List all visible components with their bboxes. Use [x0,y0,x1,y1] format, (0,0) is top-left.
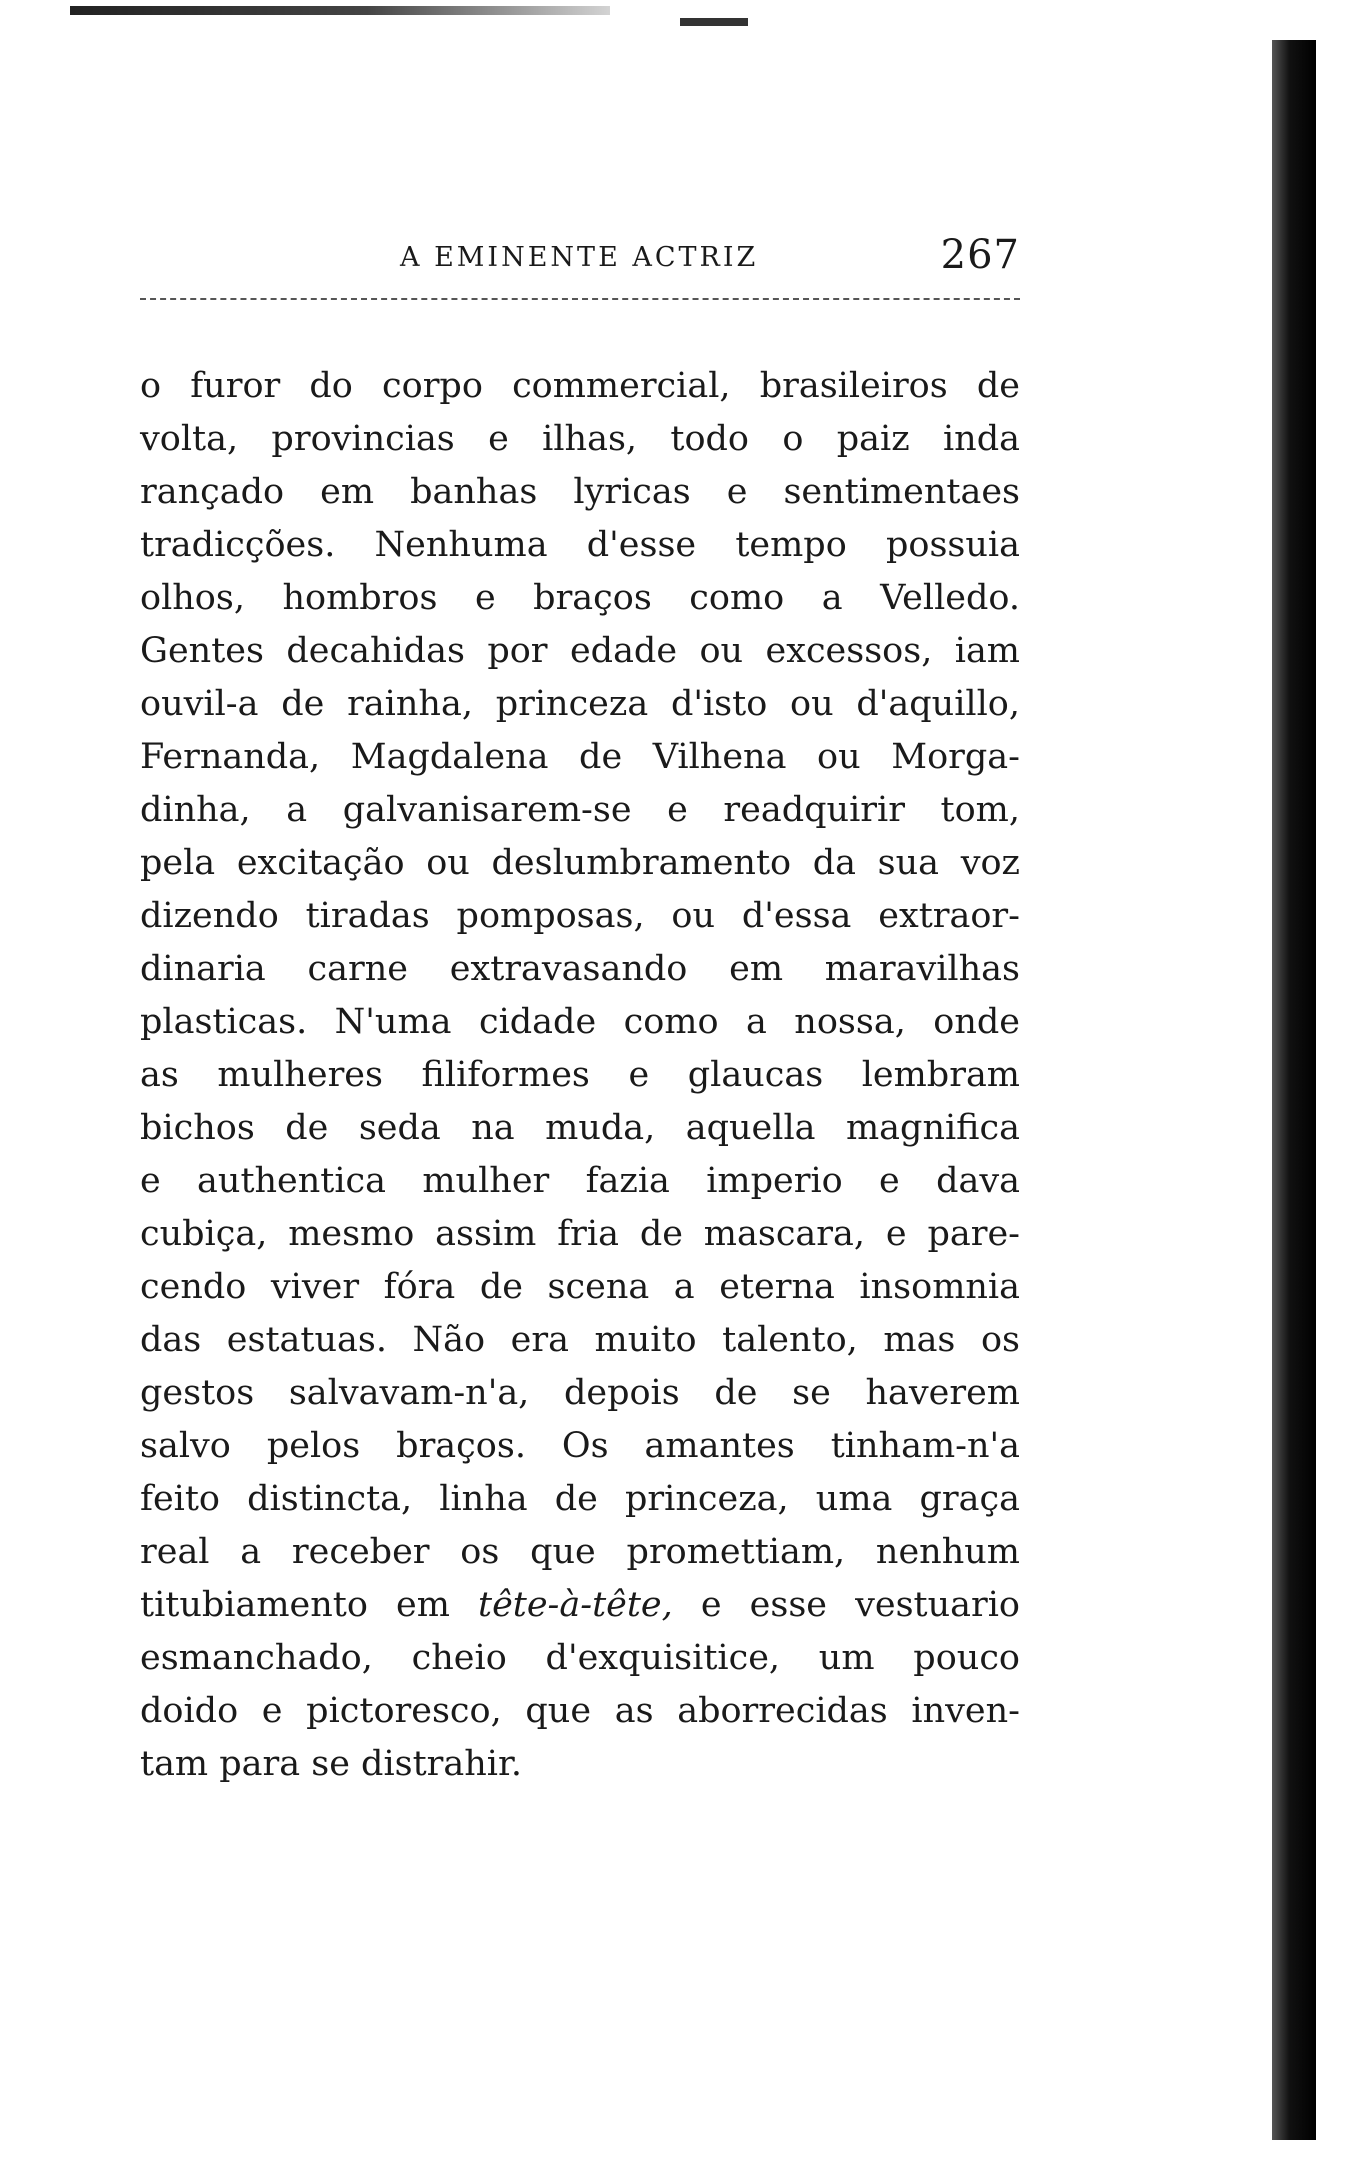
running-title: A EMINENTE ACTRIZ [400,242,759,273]
text-line: real a receber os que promettiam, nenhum [140,1532,1020,1572]
text-line: volta, provincias e ilhas, todo o paiz inda [140,419,1020,459]
text-segment: titubiamento em [140,1585,450,1625]
text-line-with-italic [140,1579,1020,1632]
text-line: Fernanda, Magdalena de Vilhena ou Morga- [140,737,1020,777]
text-line: pela excitação ou deslumbramento da sua voz [140,843,1020,883]
text-line: ouvil-a de rainha, princeza d'isto ou d'aquillo, [140,684,1020,724]
header-rule [140,298,1020,300]
text-segment: e esse vestuario [700,1585,1021,1625]
text-line: feito distincta, linha de princeza, uma graça [140,1479,1020,1519]
text-line: das estatuas. Não era muito talento, mas os [140,1320,1020,1360]
text-line: cubiça, mesmo assim fria de mascara, e pare- [140,1214,1020,1254]
text-line: rançado em banhas lyricas e sentimentaes [140,472,1020,512]
page-number: 267 [940,232,1020,278]
italic-phrase: tête-à-tête, [478,1585,673,1625]
text-line: Gentes decahidas por edade ou excessos, iam [140,631,1020,671]
text-line: o furor do corpo commercial, brasileiros de [140,366,1020,406]
scan-edge-top [70,6,610,15]
text-line: dinaria carne extravasando em maravilhas [140,949,1020,989]
text-line: bichos de seda na muda, aquella magnifica [140,1108,1020,1148]
scan-mark-top [680,18,748,26]
text-line: dinha, a galvanisarem-se e readquirir tom, [140,790,1020,830]
text-line-last: tam para se distrahir. [140,1744,523,1784]
text-line: olhos, hombros e braços como a Velledo. [140,578,1020,618]
text-line: cendo viver fóra de scena a eterna insomnia [140,1267,1020,1307]
text-line: e authentica mulher fazia imperio e dava [140,1161,1020,1201]
text-line: esmanchado, cheio d'exquisitice, um pouco [140,1638,1020,1678]
text-line: doido e pictoresco, que as aborrecidas inven- [140,1691,1020,1731]
text-line: tradicções. Nenhuma d'esse tempo possuia [140,525,1020,565]
text-line: plasticas. N'uma cidade como a nossa, onde [140,1002,1020,1042]
running-head [140,232,1020,292]
body-text [140,360,1020,1791]
text-line: dizendo tiradas pomposas, ou d'essa extraor- [140,896,1020,936]
scan-edge-right [1272,40,1316,2140]
text-line: salvo pelos braços. Os amantes tinham-n'a [140,1426,1020,1466]
text-line: as mulheres filiformes e glaucas lembram [140,1055,1020,1095]
text-line: gestos salvavam-n'a, depois de se haverem [140,1373,1020,1413]
